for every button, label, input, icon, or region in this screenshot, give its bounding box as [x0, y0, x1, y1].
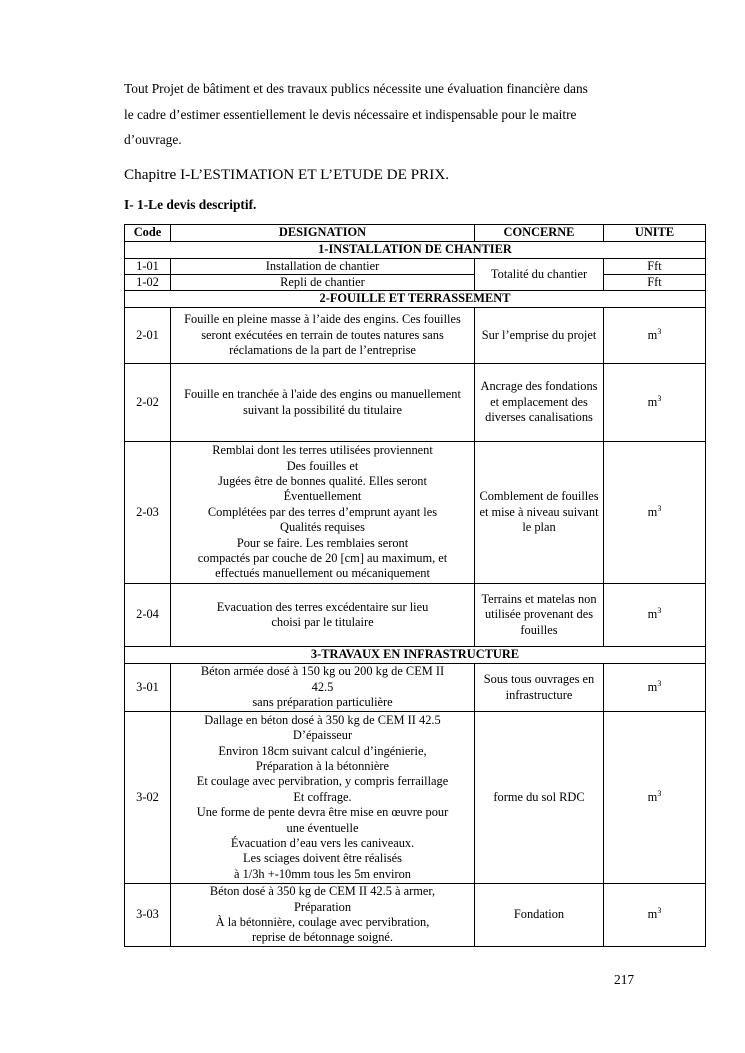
unit-exponent: 3 [657, 606, 662, 616]
header-designation: DESIGNATION [171, 225, 475, 242]
intro-line: le cadre d’estimer essentiellement le devis nécessaire et indispensable pour le maitre [124, 106, 577, 122]
table-row [125, 664, 706, 712]
unit-label: m [647, 789, 658, 804]
designation-cell: Fouille en tranchée à l'aide des engins ou manuellement suivant la possibilité du titulaire [171, 364, 475, 442]
code-cell: 3-01 [125, 664, 171, 712]
page-number: 217 [614, 972, 635, 987]
unit-exponent: 3 [657, 393, 662, 403]
code-cell: 2-02 [125, 364, 171, 442]
designation-cell: Repli de chantier [171, 275, 475, 291]
designation-cell: Béton armée dosé à 150 kg ou 200 kg de CEM II 42.5 sans préparation particulière [171, 664, 475, 712]
designation-cell: Evacuation des terres excédentaire sur lieu choisi par le titulaire [171, 584, 475, 647]
unite-cell [604, 664, 706, 712]
code-cell: 1-01 [125, 259, 171, 275]
code-cell: 2-01 [125, 308, 171, 364]
unit-label: m [647, 607, 658, 622]
intro-line: Tout Projet de bâtiment et des travaux publics nécessite une évaluation financière dans [124, 81, 588, 96]
concerne-cell: Fondation [475, 884, 604, 947]
table-row [125, 364, 706, 442]
table-row [125, 442, 706, 584]
table-row [125, 275, 706, 291]
section-row [125, 291, 706, 308]
table-row [125, 259, 706, 275]
table-row [125, 308, 706, 364]
concerne-cell: forme du sol RDC [475, 712, 604, 884]
concerne-cell: Sur l’emprise du projet [475, 308, 604, 364]
header-concerne: CONCERNE [475, 225, 604, 242]
designation-cell: Installation de chantier [171, 259, 475, 275]
unite-cell [604, 308, 706, 364]
concerne-cell: Comblement de fouilles et mise à niveau suivant le plan [475, 442, 604, 584]
intro-line: d’ouvrage. [124, 132, 182, 147]
unit-label: m [647, 907, 658, 922]
unit-exponent: 3 [657, 678, 662, 688]
unit-label: m [647, 679, 658, 694]
table-row [125, 584, 706, 647]
designation-cell: Remblai dont les terres utilisées proviennent Des fouilles et Jugées être de bonnes qualité. Elles seront Éventuellement Complétées par des terres d’emprunt ayant les Qualités requises Pour se faire. Les remblaies seront compactés par couche de 20 [cm] au maximum, et effectués manuellement ou mécaniquement [171, 442, 475, 584]
code-cell: 3-03 [125, 884, 171, 947]
table-header-row [125, 225, 706, 242]
code-cell: 2-03 [125, 442, 171, 584]
unite-cell [604, 442, 706, 584]
unit-exponent: 3 [657, 788, 662, 798]
code-cell: 1-02 [125, 275, 171, 291]
chapter-title: Chapitre I-L’ESTIMATION ET L’ETUDE DE PRIX. [124, 166, 450, 183]
unite-cell: Fft [604, 275, 706, 291]
intro-paragraph [124, 76, 684, 153]
designation-cell: Fouille en pleine masse à l’aide des engins. Ces fouilles seront exécutées en terrain de toutes natures sans réclamations de la part de l’entreprise [171, 308, 475, 364]
designation-cell: Dallage en béton dosé à 350 kg de CEM II 42.5 D’épaisseur Environ 18cm suivant calcul d’ingénierie, Préparation à la bétonnière Et coulage avec pervibration, y compris ferraillage Et coffrage. Une forme de pente devra être mise en œuvre pour une éventuelle Évacuation d’eau vers les caniveaux. Les sciages doivent être réalisés à 1/3h +-10mm tous les 5m environ [171, 712, 475, 884]
concerne-cell: Terrains et matelas non utilisée provenant des fouilles [475, 584, 604, 647]
unit-exponent: 3 [657, 503, 662, 513]
section-row [125, 647, 706, 664]
unite-cell: Fft [604, 259, 706, 275]
section-title-cell: 2-FOUILLE ET TERRASSEMENT [125, 291, 706, 308]
section-title-cell: 3-TRAVAUX EN INFRASTRUCTURE [125, 647, 706, 664]
unite-cell [604, 584, 706, 647]
section-row [125, 242, 706, 259]
section-title: I- 1-Le devis descriptif. [124, 197, 257, 212]
unite-cell [604, 884, 706, 947]
table-row [125, 884, 706, 947]
section-title-cell: 1-INSTALLATION DE CHANTIER [125, 242, 706, 259]
unit-label: m [647, 504, 658, 519]
unit-label: m [647, 394, 658, 409]
concerne-cell: Sous tous ouvrages en infrastructure [475, 664, 604, 712]
header-code: Code [125, 225, 171, 242]
unite-cell [604, 364, 706, 442]
devis-table [124, 224, 706, 947]
designation-cell: Béton dosé à 350 kg de CEM II 42.5 à armer, Préparation À la bétonnière, coulage avec pervibration, reprise de bétonnage soigné. [171, 884, 475, 947]
unit-label: m [647, 327, 658, 342]
code-cell: 2-04 [125, 584, 171, 647]
unit-exponent: 3 [657, 326, 662, 336]
concerne-cell: Totalité du chantier [475, 259, 604, 291]
header-unite: UNITE [604, 225, 706, 242]
code-cell: 3-02 [125, 712, 171, 884]
concerne-cell: Ancrage des fondations et emplacement des diverses canalisations [475, 364, 604, 442]
unit-exponent: 3 [657, 906, 662, 916]
table-row [125, 712, 706, 884]
unite-cell [604, 712, 706, 884]
